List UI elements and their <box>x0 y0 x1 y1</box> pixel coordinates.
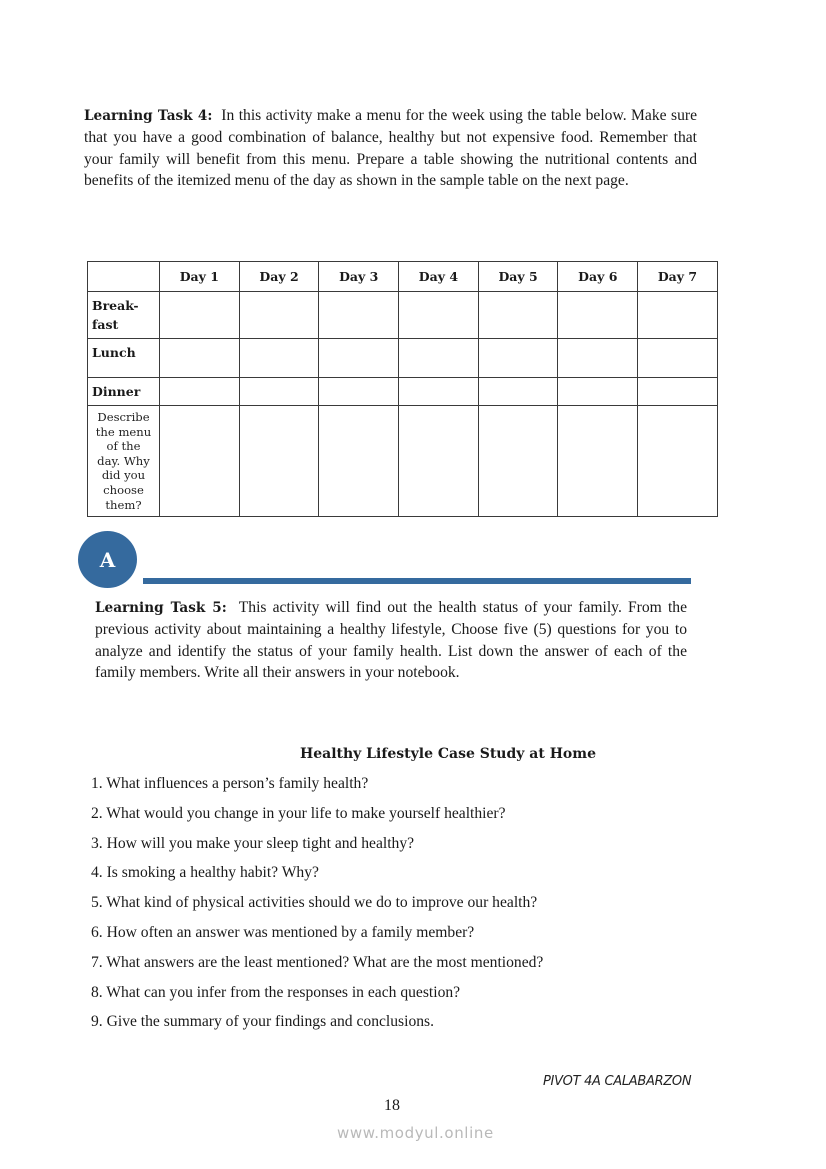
page-number: 18 <box>384 1097 400 1114</box>
section-divider-bar <box>143 578 691 584</box>
cell-lunch-day2[interactable] <box>239 339 319 378</box>
footer-brand: PIVOT 4A CALABARZON <box>543 1074 692 1089</box>
question-item: 2. What would you change in your life to make yourself healthier? <box>91 804 506 822</box>
task4-text: In this activity make a menu for the week using the table below. Make sure that you have a good combination of balance, healthy but not expensive food. Remember that your family will benefit from this menu. Prepare a table showing the nutritional contents and benefits of the itemized menu of the day as shown in the sample table on the next page. <box>84 107 697 189</box>
cell-describe-day1[interactable] <box>160 406 240 517</box>
watermark: www.modyul.online <box>337 1124 494 1142</box>
cell-describe-day5[interactable] <box>478 406 558 517</box>
cell-lunch-day3[interactable] <box>319 339 399 378</box>
case-study-questions <box>91 773 543 1041</box>
header-day-2: Day 2 <box>239 262 319 292</box>
question-item: 4. Is smoking a healthy habit? Why? <box>91 864 319 882</box>
question-item: 9. Give the summary of your findings and conclusions. <box>91 1013 435 1031</box>
cell-dinner-day4[interactable] <box>399 378 479 406</box>
cell-lunch-day1[interactable] <box>160 339 240 378</box>
task4-label: Learning Task 4: <box>84 108 213 124</box>
header-day-6: Day 6 <box>558 262 638 292</box>
cell-lunch-day4[interactable] <box>399 339 479 378</box>
cell-lunch-day6[interactable] <box>558 339 638 378</box>
section-badge-letter: A <box>99 547 116 572</box>
header-day-7: Day 7 <box>638 262 718 292</box>
header-corner <box>88 262 160 292</box>
table-row-breakfast <box>88 292 718 339</box>
cell-dinner-day2[interactable] <box>239 378 319 406</box>
question-item: 5. What kind of physical activities should we do to improve our health? <box>91 894 538 912</box>
question-item: 7. What answers are the least mentioned? What are the most mentioned? <box>91 953 544 971</box>
header-day-5: Day 5 <box>478 262 558 292</box>
header-day-4: Day 4 <box>399 262 479 292</box>
cell-breakfast-day2[interactable] <box>239 292 319 339</box>
learning-task-4 <box>84 105 697 191</box>
learning-task-5 <box>95 597 687 683</box>
task5-text: This activity will find out the health status of your family. From the previous activity about maintaining a healthy lifestyle, Choose five (5) questions for you to analyze and identify the status of your family health. List down the answer of each of the family members. Write all their answers in your notebook. <box>95 599 687 681</box>
question-item: 8. What can you infer from the responses in each question? <box>91 983 461 1001</box>
cell-dinner-day6[interactable] <box>558 378 638 406</box>
table-row-dinner <box>88 378 718 406</box>
question-item: 6. How often an answer was mentioned by a family member? <box>91 923 475 941</box>
cell-breakfast-day5[interactable] <box>478 292 558 339</box>
case-study-title: Healthy Lifestyle Case Study at Home <box>300 746 596 762</box>
cell-breakfast-day4[interactable] <box>399 292 479 339</box>
weekly-menu-table <box>87 261 718 517</box>
table-row-lunch <box>88 339 718 378</box>
cell-describe-day2[interactable] <box>239 406 319 517</box>
cell-dinner-day1[interactable] <box>160 378 240 406</box>
cell-breakfast-day3[interactable] <box>319 292 399 339</box>
cell-breakfast-day6[interactable] <box>558 292 638 339</box>
cell-dinner-day3[interactable] <box>319 378 399 406</box>
question-item: 1. What influences a person’s family health? <box>91 775 369 792</box>
section-badge-a <box>78 531 137 588</box>
row-label-describe: Describe the menu of the day. Why did you choose them? <box>88 406 160 517</box>
cell-lunch-day7[interactable] <box>638 339 718 378</box>
table-row-describe <box>88 406 718 517</box>
header-day-1: Day 1 <box>160 262 240 292</box>
row-label-dinner: Dinner <box>88 378 160 406</box>
table-header-row <box>88 262 718 292</box>
row-label-lunch: Lunch <box>88 339 160 378</box>
task5-label: Learning Task 5: <box>95 600 227 616</box>
cell-dinner-day5[interactable] <box>478 378 558 406</box>
cell-dinner-day7[interactable] <box>638 378 718 406</box>
cell-lunch-day5[interactable] <box>478 339 558 378</box>
question-item: 3. How will you make your sleep tight and healthy? <box>91 834 415 852</box>
cell-describe-day4[interactable] <box>399 406 479 517</box>
cell-describe-day6[interactable] <box>558 406 638 517</box>
header-day-3: Day 3 <box>319 262 399 292</box>
row-label-breakfast: Break- fast <box>88 292 160 339</box>
cell-breakfast-day1[interactable] <box>160 292 240 339</box>
cell-breakfast-day7[interactable] <box>638 292 718 339</box>
cell-describe-day7[interactable] <box>638 406 718 517</box>
cell-describe-day3[interactable] <box>319 406 399 517</box>
